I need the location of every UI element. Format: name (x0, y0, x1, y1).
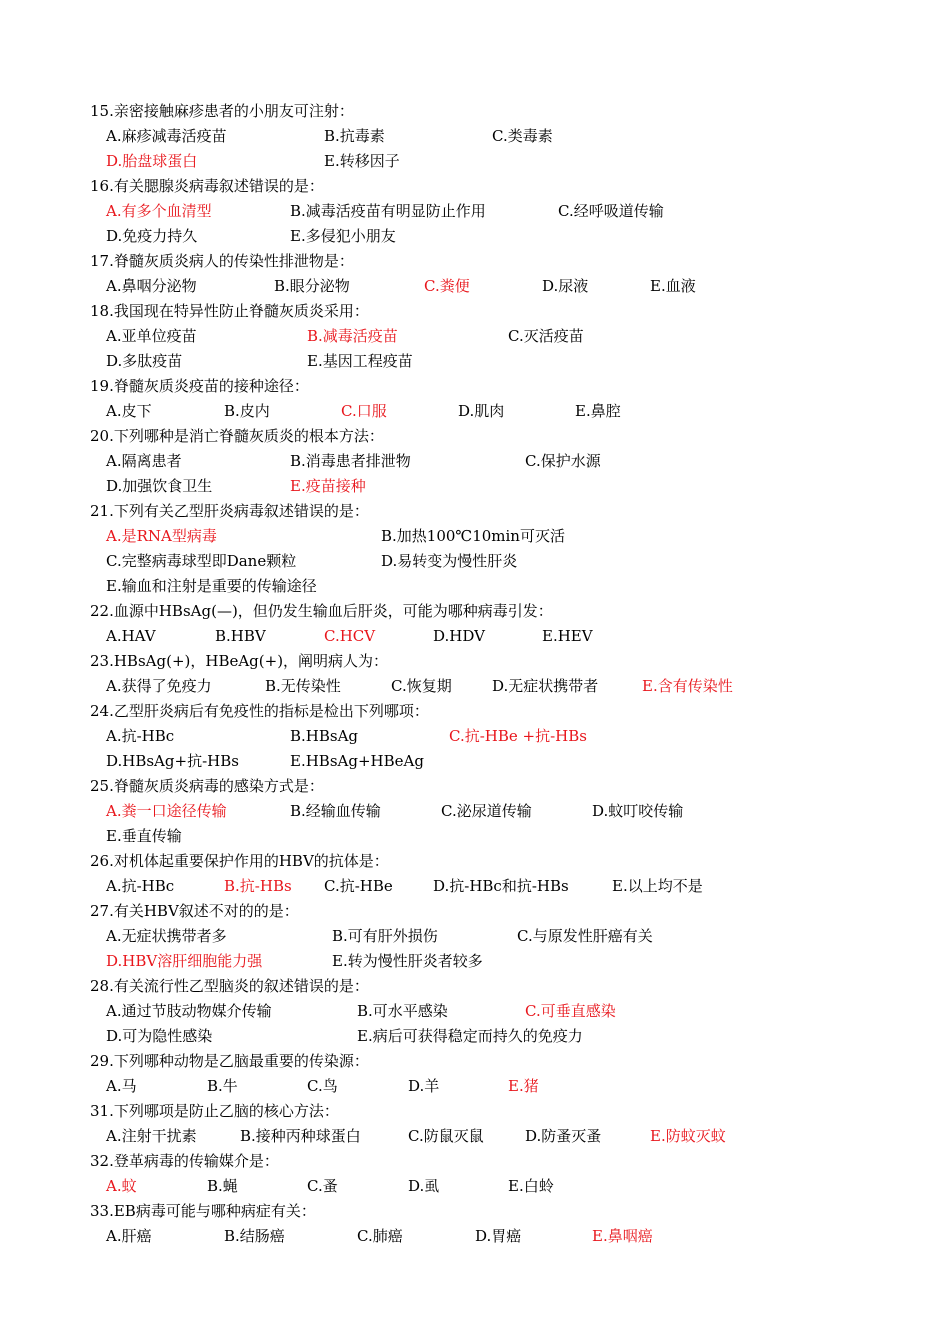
answer-option: D.蚊叮咬传输 (592, 802, 684, 820)
option-row (90, 1174, 890, 1199)
answer-option: E.垂直传输 (106, 827, 182, 845)
option-row (90, 449, 890, 474)
answer-option: E.转移因子 (324, 152, 400, 170)
answer-option: A.亚单位疫苗 (106, 327, 197, 345)
answer-option: C.蚤 (307, 1177, 338, 1195)
correct-answer-option: D.胎盘球蛋白 (106, 152, 198, 170)
answer-option: A.隔离患者 (106, 452, 182, 470)
answer-option: C.防鼠灭鼠 (408, 1127, 484, 1145)
answer-option: D.无症状携带者 (492, 677, 599, 695)
answer-option: C.抗-HBe (324, 877, 393, 895)
answer-option: A.HAV (106, 627, 156, 645)
question-block (90, 599, 890, 649)
question-block (90, 774, 890, 849)
option-row (90, 999, 890, 1024)
question-block (90, 424, 890, 499)
question-block (90, 1199, 890, 1249)
answer-option: A.无症状携带者多 (106, 927, 227, 945)
answer-option: A.通过节肢动物媒介传输 (106, 1002, 272, 1020)
answer-option: D.羊 (408, 1077, 440, 1095)
answer-option: C.完整病毒球型即Dane颗粒 (106, 552, 297, 570)
option-row (90, 549, 890, 574)
correct-answer-option: C.口服 (341, 402, 387, 420)
answer-option: B.抗毒素 (324, 127, 385, 145)
answer-option: E.以上均不是 (612, 877, 703, 895)
answer-option: B.可水平感染 (357, 1002, 448, 1020)
option-row (90, 124, 890, 149)
answer-option: A.马 (106, 1077, 137, 1095)
correct-answer-option: E.防蚊灭蚊 (650, 1127, 726, 1145)
option-row (90, 274, 890, 299)
answer-option: E.转为慢性肝炎者较多 (332, 952, 483, 970)
option-row (90, 574, 890, 599)
answer-option: A.抗-HBc (106, 727, 175, 745)
question-block (90, 1049, 890, 1099)
option-row (90, 1124, 890, 1149)
answer-option: E.HBsAg+HBeAg (290, 752, 424, 770)
answer-option: E.HEV (542, 627, 593, 645)
correct-answer-option: C.粪便 (424, 277, 470, 295)
question-block (90, 974, 890, 1049)
option-row (90, 1224, 890, 1249)
answer-option: B.消毒患者排泄物 (290, 452, 411, 470)
question-block (90, 1149, 890, 1199)
correct-answer-option: A.是RNA型病毒 (106, 527, 217, 545)
option-row (90, 1074, 890, 1099)
answer-option: B.HBsAg (290, 727, 359, 745)
answer-option: A.鼻咽分泌物 (106, 277, 197, 295)
answer-option: C.与原发性肝癌有关 (517, 927, 653, 945)
question-stem: 32.登革病毒的传输媒介是： (90, 1152, 279, 1170)
answer-option: B.经输血传输 (290, 802, 381, 820)
answer-option: B.结肠癌 (224, 1227, 285, 1245)
correct-answer-option: B.抗-HBs (224, 877, 292, 895)
answer-option: C.经呼吸道传输 (558, 202, 664, 220)
answer-option: B.接种丙种球蛋白 (240, 1127, 361, 1145)
answer-option: A.皮下 (106, 402, 152, 420)
answer-option: C.恢复期 (391, 677, 452, 695)
option-row (90, 874, 890, 899)
answer-option: A.获得了免疫力 (106, 677, 212, 695)
question-stem: 21.下列有关乙型肝炎病毒叙述错误的是： (90, 502, 369, 520)
option-row (90, 624, 890, 649)
option-row (90, 474, 890, 499)
answer-option: D.免疫力持久 (106, 227, 198, 245)
answer-option: E.病后可获得稳定而持久的免疫力 (357, 1027, 583, 1045)
question-block (90, 99, 890, 174)
answer-option: D.HDV (433, 627, 485, 645)
correct-answer-option: E.鼻咽癌 (592, 1227, 653, 1245)
answer-option: A.注射干扰素 (106, 1127, 197, 1145)
answer-option: C.肺癌 (357, 1227, 403, 1245)
correct-answer-option: D.HBV溶肝细胞能力强 (106, 952, 263, 970)
question-stem: 22.血源中HBsAg(—)，但仍发生输血后肝炎，可能为哪种病毒引发： (90, 602, 553, 620)
answer-option: B.HBV (215, 627, 266, 645)
answer-option: D.加强饮食卫生 (106, 477, 213, 495)
option-row (90, 524, 890, 549)
question-block (90, 299, 890, 374)
question-stem: 24.乙型肝炎病后有免疫性的指标是检出下列哪项： (90, 702, 429, 720)
question-block (90, 699, 890, 774)
option-row (90, 949, 890, 974)
answer-option: C.保护水源 (525, 452, 601, 470)
correct-answer-option: E.疫苗接种 (290, 477, 366, 495)
answer-option: D.胃癌 (475, 1227, 522, 1245)
correct-answer-option: C.HCV (324, 627, 376, 645)
question-block (90, 249, 890, 299)
answer-option: E.白蛉 (508, 1177, 554, 1195)
exam-document (90, 99, 890, 1249)
question-block (90, 899, 890, 974)
question-block (90, 374, 890, 424)
question-stem: 18.我国现在特异性防止脊髓灰质炎采用： (90, 302, 369, 320)
question-stem: 28.有关流行性乙型脑炎的叙述错误的是： (90, 977, 369, 995)
option-row (90, 149, 890, 174)
question-block (90, 849, 890, 899)
answer-option: A.麻疹减毒活疫苗 (106, 127, 227, 145)
option-row (90, 324, 890, 349)
answer-option: B.眼分泌物 (274, 277, 350, 295)
answer-option: A.抗-HBc (106, 877, 175, 895)
option-row (90, 924, 890, 949)
answer-option: E.血液 (650, 277, 696, 295)
question-stem: 19.脊髓灰质炎疫苗的接种途径： (90, 377, 309, 395)
correct-answer-option: B.减毒活疫苗 (307, 327, 398, 345)
question-stem: 31.下列哪项是防止乙脑的核心方法： (90, 1102, 339, 1120)
answer-option: D.防蚤灭蚤 (525, 1127, 602, 1145)
answer-option: D.易转变为慢性肝炎 (381, 552, 518, 570)
answer-option: C.灭活疫苗 (508, 327, 584, 345)
answer-option: C.泌尿道传输 (441, 802, 532, 820)
option-row (90, 749, 890, 774)
question-stem: 20.下列哪种是消亡脊髓灰质炎的根本方法： (90, 427, 384, 445)
correct-answer-option: A.有多个血清型 (106, 202, 212, 220)
option-row (90, 824, 890, 849)
correct-answer-option: E.含有传染性 (642, 677, 733, 695)
answer-option: B.无传染性 (265, 677, 341, 695)
answer-option: E.基因工程疫苗 (307, 352, 413, 370)
question-stem: 26.对机体起重要保护作用的HBV的抗体是： (90, 852, 389, 870)
correct-answer-option: C.抗-HBe +抗-HBs (449, 727, 587, 745)
answer-option: B.加热100℃10min可灭活 (381, 527, 565, 545)
answer-option: D.抗-HBc和抗-HBs (433, 877, 569, 895)
option-row (90, 1024, 890, 1049)
answer-option: D.肌肉 (458, 402, 505, 420)
option-row (90, 724, 890, 749)
question-stem: 33.EB病毒可能与哪种病症有关： (90, 1202, 316, 1220)
question-block (90, 1099, 890, 1149)
question-block (90, 499, 890, 599)
question-block (90, 174, 890, 249)
answer-option: D.虱 (408, 1177, 440, 1195)
answer-option: A.肝癌 (106, 1227, 152, 1245)
answer-option: D.多肽疫苗 (106, 352, 183, 370)
correct-answer-option: A.蚊 (106, 1177, 137, 1195)
question-stem: 23.HBsAg(+)，HBeAg(+)，阐明病人为： (90, 652, 389, 670)
option-row (90, 224, 890, 249)
answer-option: B.可有肝外损伤 (332, 927, 438, 945)
option-row (90, 399, 890, 424)
question-stem: 16.有关腮腺炎病毒叙述错误的是： (90, 177, 324, 195)
question-stem: 27.有关HBV叙述不对的的是： (90, 902, 299, 920)
question-stem: 17.脊髓灰质炎病人的传染性排泄物是： (90, 252, 354, 270)
answer-option: D.HBsAg+抗-HBs (106, 752, 239, 770)
option-row (90, 799, 890, 824)
answer-option: C.类毒素 (492, 127, 553, 145)
correct-answer-option: C.可垂直感染 (525, 1002, 616, 1020)
answer-option: B.皮内 (224, 402, 270, 420)
question-stem: 29.下列哪种动物是乙脑最重要的传染源： (90, 1052, 369, 1070)
answer-option: B.蝇 (207, 1177, 238, 1195)
option-row (90, 349, 890, 374)
option-row (90, 199, 890, 224)
answer-option: E.输血和注射是重要的传输途径 (106, 577, 317, 595)
answer-option: E.多侵犯小朋友 (290, 227, 396, 245)
answer-option: D.尿液 (542, 277, 589, 295)
correct-answer-option: E.猪 (508, 1077, 539, 1095)
correct-answer-option: A.粪一口途径传输 (106, 802, 227, 820)
question-stem: 25.脊髓灰质炎病毒的感染方式是： (90, 777, 324, 795)
answer-option: E.鼻腔 (575, 402, 621, 420)
answer-option: C.鸟 (307, 1077, 338, 1095)
answer-option: B.牛 (207, 1077, 238, 1095)
answer-option: B.减毒活疫苗有明显防止作用 (290, 202, 486, 220)
answer-option: D.可为隐性感染 (106, 1027, 213, 1045)
option-row (90, 674, 890, 699)
question-block (90, 649, 890, 699)
question-stem: 15.亲密接触麻疹患者的小朋友可注射： (90, 102, 354, 120)
